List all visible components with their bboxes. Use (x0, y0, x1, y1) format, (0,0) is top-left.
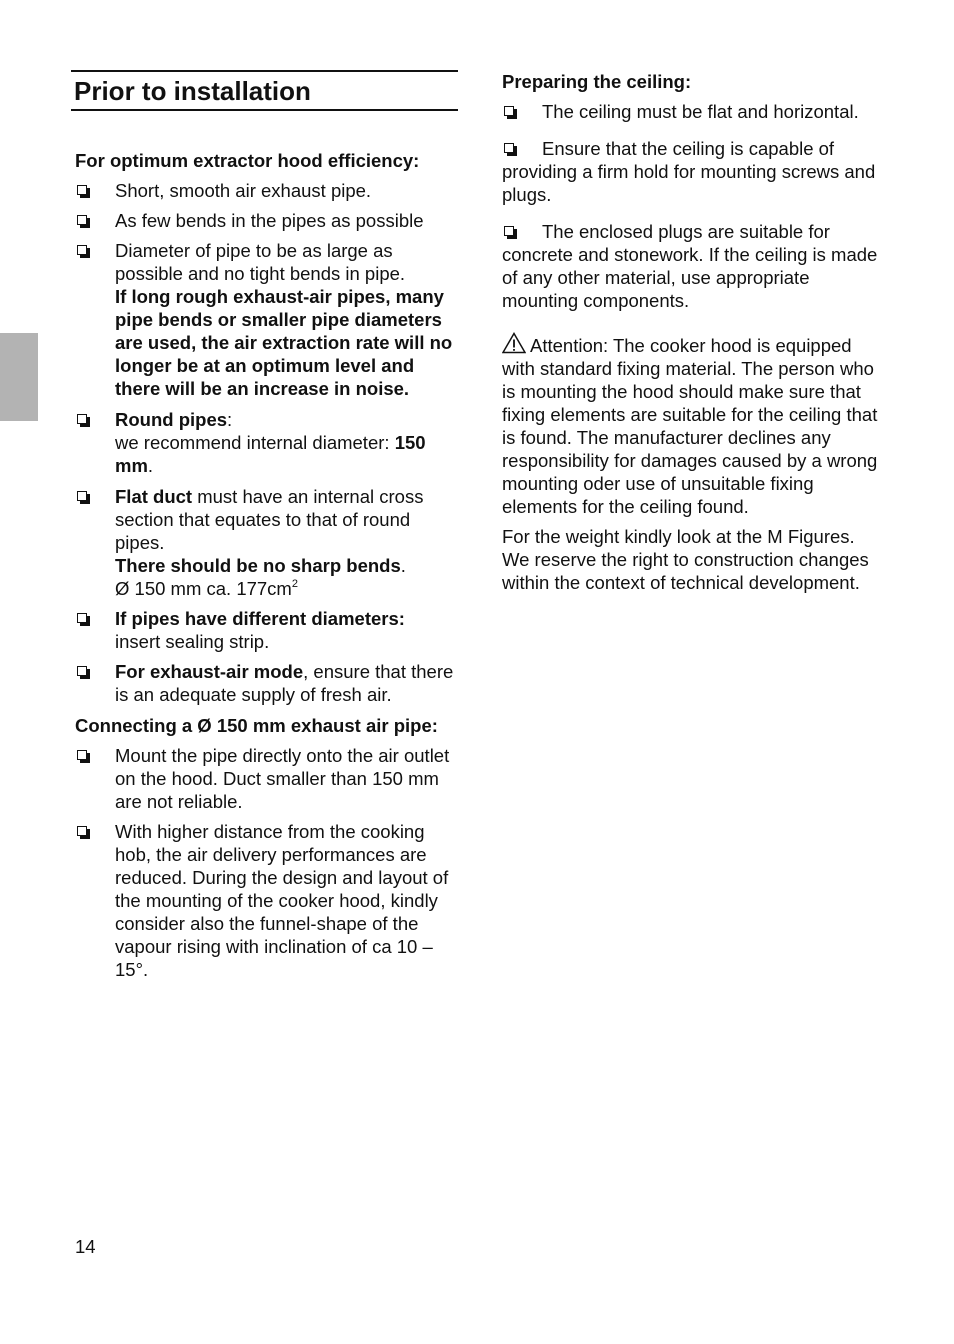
checkbox-bullet-icon (77, 491, 87, 501)
list-item: Short, smooth air exhaust pipe. (75, 179, 457, 202)
checkbox-bullet-icon (77, 245, 87, 255)
checkbox-bullet-icon (504, 143, 514, 153)
list-item: For exhaust-air mode, ensure that there is an adequate supply of fresh air. (75, 660, 457, 706)
checkbox-bullet-icon (504, 226, 514, 236)
title-box (71, 70, 458, 111)
checkbox-bullet-icon (504, 106, 514, 116)
list-item: Mount the pipe directly onto the air outlet on the hood. Duct smaller than 150 mm are not reliable. (75, 744, 457, 813)
warning-triangle-icon (502, 332, 526, 354)
left-column (75, 70, 457, 981)
checkbox-bullet-icon (77, 613, 87, 623)
checkbox-bullet-icon (77, 414, 87, 424)
list-item: Round pipes: we recommend internal diameter: 150 mm. (75, 408, 457, 477)
connecting-heading: Connecting a Ø 150 mm exhaust air pipe: (75, 715, 438, 736)
ceiling-heading: Preparing the ceiling: (502, 71, 692, 92)
list-item: The enclosed plugs are suitable for concrete and stonework. If the ceiling is made of any other material, use appropriate mounting components. (502, 221, 878, 311)
efficiency-heading: For optimum extractor hood efficiency: (75, 150, 420, 171)
checkbox-bullet-icon (77, 750, 87, 760)
weight-note: For the weight kindly look at the M Figures. We reserve the right to construction changes within the context of technical development. (502, 526, 869, 593)
pipe-warning-text: If long rough exhaust-air pipes, many pipe bends or smaller pipe diameters are used, the air extraction rate will no longer be at an optimum level and there will be an increase in noise. (115, 286, 453, 399)
list-item: Diameter of pipe to be as large as possible and no tight bends in pipe. If long rough exhaust-air pipes, many pipe bends or smaller pipe diameters are used, the air extraction rate will no longer be at an optimum level and there will be an increase in noise. (75, 239, 457, 400)
list-item: If pipes have different diameters: insert sealing strip. (75, 607, 457, 653)
side-thumb-tab (0, 333, 38, 421)
attention-note: Attention: The cooker hood is equipped with standard fixing material. The person who is mounting the hood should make sure that fixing elements are suitable for the ceiling that is found. The manufacturer declines any responsibility for damages caused by a wrong mounting oder use of unsuitable fixing elements for the ceiling found. (502, 332, 882, 518)
list-item: As few bends in the pipes as possible (75, 209, 457, 232)
checkbox-bullet-icon (77, 666, 87, 676)
page-number: 14 (75, 1236, 96, 1257)
page-title: Prior to installation (74, 76, 311, 106)
cross-section-formula: Ø 150 mm ca. 177cm (115, 578, 292, 599)
checkbox-bullet-icon (77, 215, 87, 225)
right-column (502, 70, 882, 594)
list-item: The ceiling must be flat and horizontal. (502, 100, 882, 123)
checkbox-bullet-icon (77, 826, 87, 836)
list-item: With higher distance from the cooking hob, the air delivery performances are reduced. During the design and layout of the mounting of the cooker hood, kindly consider also the funnel-shape of the vapour rising with inclination of ca 10 – 15°. (75, 820, 457, 981)
list-item: Flat duct must have an internal cross section that equates to that of round pipes. There should be no sharp bends. Ø 150 mm ca. $177cm^2$ (75, 485, 457, 600)
checkbox-bullet-icon (77, 185, 87, 195)
list-item: Ensure that the ceiling is capable of providing a firm hold for mounting screws and plugs. (502, 138, 876, 205)
